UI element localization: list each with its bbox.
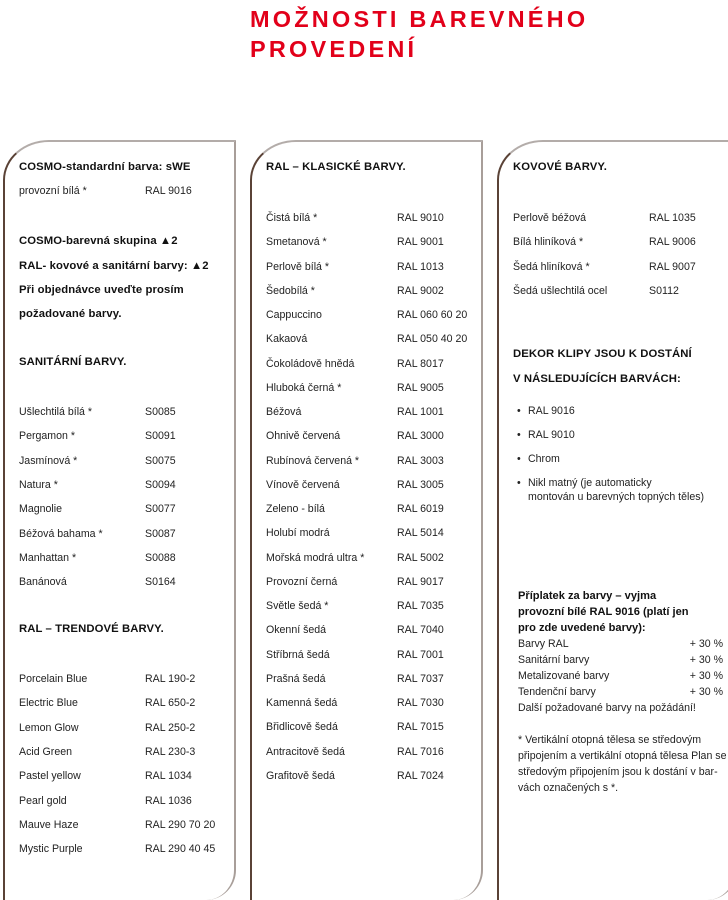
color-name: Zeleno - bílá (266, 503, 325, 515)
color-name: Světle šedá * (266, 600, 329, 612)
color-name: Břidlicově šedá (266, 721, 338, 734)
title-line-1: MOŽNOSTI BAREVNÉHO (250, 6, 589, 32)
color-name: provozní bílá * (19, 185, 87, 197)
group-line-2: RAL- kovové a sanitární barvy: ▲2 (19, 260, 209, 272)
surcharge-heading-2: provozní bílé RAL 9016 (platí jen (518, 606, 689, 618)
surcharge-row (518, 684, 723, 700)
color-name: Mořská modrá ultra * (266, 551, 365, 564)
footnote-line-4: vách označených s *. (518, 782, 619, 794)
color-name: Banánová (19, 576, 67, 589)
bullet-icon: • (517, 453, 521, 465)
surcharge-value: + 30 % (689, 670, 723, 682)
color-name: Holubí modrá (266, 527, 330, 540)
color-name: Béžová bahama * (19, 527, 103, 540)
color-code: RAL 5002 (397, 551, 444, 564)
color-code: RAL 050 40 20 (397, 333, 468, 346)
bullet-icon: • (517, 477, 521, 489)
color-name: Acid Green (19, 745, 72, 758)
footnote-line-3: středovým připojením jsou k dostání v bar- (518, 766, 718, 778)
panel-metal-decor: KOVOVÉ BARVY. Perlově béžová RAL 1035 Bílá hliníková * RAL 9006 Šedá hliníková * RAL 9007 Šedá ušlechtilá ocel S0112 DEKOR KLIPY JSOU K DOSTÁNÍ V NÁSLEDUJÍCÍCH BARVÁCH: • RAL 9016 • RAL 9010 • Chrom • Nikl matný (je automaticky montován u barevných topných těles) Příplatek za barvy – vyjma provozní bílé RAL 9016 (platí jen pro zde uvedené barvy): Barvy RAL + 30 % Sanitární barvy + 30 % Metalizované barvy + 30 % Tendenční barvy + 30 % Další požadované barvy na požádání! * Vertikální otopná tělesa se středovým připojením a vertikální otopná tělesa Plan se středovým připojením jsou k dostání v bar- vách označených s *. (497, 140, 728, 900)
surcharge-heading-1: Příplatek za barvy – vyjma (518, 590, 657, 602)
color-code: RAL 9001 (397, 236, 444, 249)
color-name: Natura * (19, 478, 58, 491)
color-code: RAL 7024 (397, 769, 444, 782)
color-name: Čokoládově hnědá (266, 357, 355, 370)
color-code: RAL 3003 (397, 454, 444, 467)
color-code: S0164 (145, 576, 176, 589)
color-name: Antracitově šedá (266, 745, 345, 758)
color-code: RAL 7035 (397, 600, 444, 612)
color-name: Rubínová červená * (266, 454, 360, 467)
color-name: Ohnivě červená (266, 430, 341, 443)
color-name: Šedá ušlechtilá ocel (513, 284, 608, 297)
surcharge-heading-3: pro zde uvedené barvy): (518, 622, 646, 634)
color-name: Porcelain Blue (19, 673, 88, 685)
color-name: Prašná šedá (266, 672, 326, 685)
color-code: RAL 7001 (397, 648, 444, 661)
page-title (250, 4, 588, 64)
color-code: S0077 (145, 503, 176, 516)
standard-heading: COSMO-standardní barva: sWE (19, 161, 191, 173)
color-code: RAL 3000 (397, 430, 444, 443)
color-name: Jasmínová * (19, 454, 78, 467)
color-name: Cappuccino (266, 309, 322, 321)
color-name: Vínově červená (266, 478, 340, 491)
surcharge-label: Metalizované barvy (518, 670, 610, 682)
color-code: S0075 (145, 454, 176, 467)
color-name: Okenní šedá (266, 624, 327, 637)
color-code: RAL 9016 (145, 185, 192, 197)
surcharge-list (518, 636, 723, 700)
color-code: RAL 230-3 (145, 745, 196, 758)
bullet-icon: • (517, 405, 521, 417)
color-name: Mauve Haze (19, 818, 79, 831)
color-name: Kamenná šedá (266, 697, 338, 709)
color-code: RAL 290 40 45 (145, 843, 216, 856)
surcharge-value: + 30 % (689, 686, 723, 698)
sanitary-heading: SANITÁRNÍ BARVY. (19, 356, 127, 368)
classic-heading: RAL – KLASICKÉ BARVY. (266, 161, 406, 173)
color-code: RAL 9006 (649, 236, 696, 249)
surcharge-row (518, 652, 723, 668)
color-code: RAL 7037 (397, 672, 444, 685)
surcharge-footer: Další požadované barvy na požádání! (518, 702, 696, 714)
decor-heading-1: DEKOR KLIPY JSOU K DOSTÁNÍ (513, 348, 692, 360)
surcharge-row (518, 668, 723, 684)
color-name: Stříbrná šedá (266, 648, 330, 661)
surcharge-value: + 30 % (689, 638, 723, 650)
surcharge-value: + 30 % (689, 654, 723, 666)
color-name: Perlově béžová (513, 212, 587, 224)
color-code: RAL 9002 (397, 284, 444, 297)
color-name: Šedá hliníková * (513, 260, 590, 273)
color-name: Manhattan * (19, 551, 77, 564)
footnote-line-1: * Vertikální otopná tělesa se středovým (518, 734, 702, 746)
color-code: RAL 1013 (397, 260, 444, 273)
color-name: Bílá hliníková * (513, 236, 584, 249)
color-name: Šedobílá * (266, 284, 315, 297)
color-code: RAL 190-2 (145, 673, 196, 685)
color-name: Béžová (266, 406, 302, 418)
trend-heading: RAL – TRENDOVÉ BARVY. (19, 623, 164, 635)
color-name: Electric Blue (19, 697, 78, 710)
color-code: RAL 6019 (397, 503, 444, 515)
color-code: RAL 060 60 20 (397, 309, 468, 321)
color-code: S0088 (145, 551, 176, 564)
metal-heading: KOVOVÉ BARVY. (513, 161, 608, 173)
group-line-1: COSMO-barevná skupina ▲2 (19, 235, 178, 247)
color-name: Pastel yellow (19, 770, 81, 783)
color-name: Magnolie (19, 503, 62, 516)
color-code: RAL 1001 (397, 406, 444, 418)
footnote-line-2: připojením a vertikální otopná tělesa Plan se (518, 750, 727, 762)
color-code: S0091 (145, 430, 176, 443)
color-code: RAL 650-2 (145, 697, 196, 710)
color-name: Hluboká černá * (266, 381, 342, 394)
color-code: RAL 250-2 (145, 721, 196, 734)
footnote (518, 732, 728, 796)
color-code: RAL 1036 (145, 794, 192, 807)
color-code: RAL 7030 (397, 697, 444, 709)
color-code: RAL 9017 (397, 575, 444, 588)
surcharge-label: Barvy RAL (518, 638, 569, 650)
surcharge-block (518, 588, 723, 716)
title-line-2: PROVEDENÍ (250, 36, 418, 62)
group-line-3: Při objednávce uveďte prosím (19, 284, 184, 296)
color-name: Pearl gold (19, 794, 67, 807)
color-name: Ušlechtilá bílá * (19, 406, 93, 418)
color-name: Pergamon * (19, 430, 75, 443)
color-code: RAL 7016 (397, 745, 444, 758)
color-code: RAL 1034 (145, 770, 192, 783)
color-code: RAL 5014 (397, 527, 444, 540)
color-name: Lemon Glow (19, 721, 79, 734)
color-code: RAL 7040 (397, 624, 444, 637)
bullet-icon: • (517, 429, 521, 441)
group-line-4: požadované barvy. (19, 308, 122, 320)
color-code: S0087 (145, 527, 176, 540)
color-name: Smetanová * (266, 236, 327, 249)
color-name: Grafitově šedá (266, 769, 335, 782)
color-name: Mystic Purple (19, 843, 83, 856)
panel-ral-classic (250, 140, 483, 900)
color-code: RAL 3005 (397, 478, 444, 491)
color-code: RAL 1035 (649, 212, 696, 224)
color-code: RAL 8017 (397, 357, 444, 370)
color-code: S0112 (649, 284, 679, 297)
color-code: RAL 7015 (397, 721, 444, 734)
surcharge-label: Tendenční barvy (518, 686, 596, 698)
color-code: S0085 (145, 406, 176, 418)
color-code: RAL 9010 (397, 212, 444, 224)
color-code: RAL 9007 (649, 260, 696, 273)
color-code: S0094 (145, 478, 176, 491)
panel-standard-sanitary-trend (3, 140, 236, 900)
color-name: Čistá bílá * (266, 212, 318, 224)
color-name: Kakaová (266, 333, 308, 346)
color-code: RAL 9005 (397, 381, 444, 394)
color-name: Provozní černá (266, 575, 338, 588)
surcharge-label: Sanitární barvy (518, 654, 590, 666)
surcharge-row (518, 636, 723, 652)
decor-heading-2: V NÁSLEDUJÍCÍCH BARVÁCH: (513, 373, 681, 385)
color-name: Perlově bílá * (266, 260, 330, 273)
color-code: RAL 290 70 20 (145, 818, 216, 831)
